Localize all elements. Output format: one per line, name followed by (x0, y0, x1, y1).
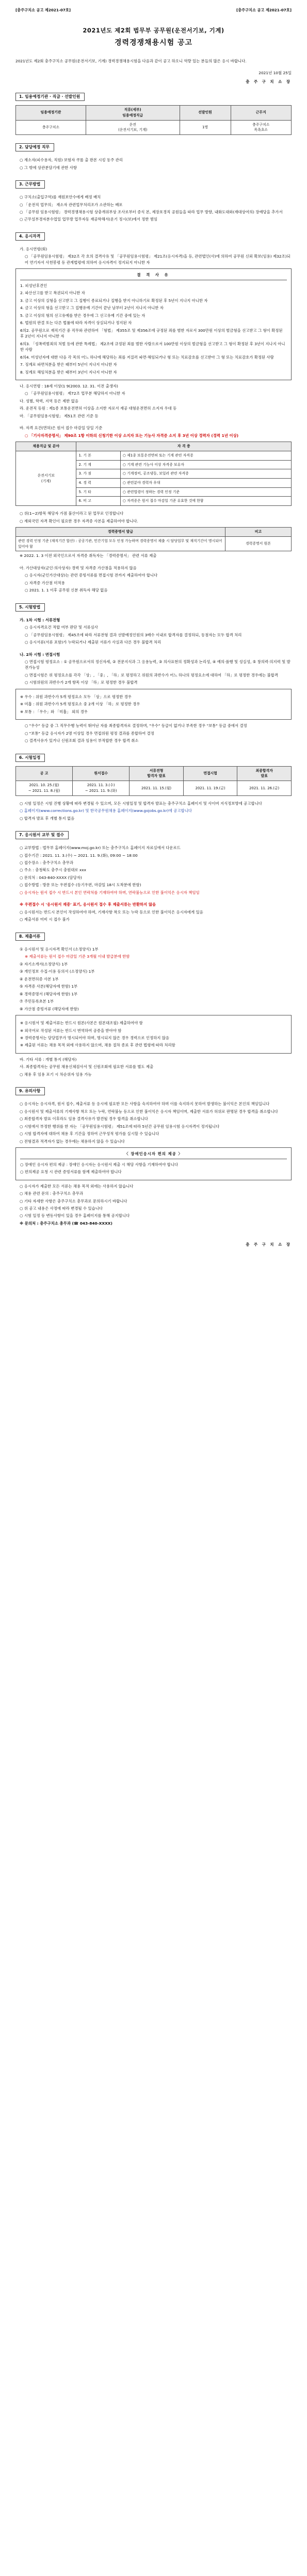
list-item: 5. 금고 이상의 형의 선고유예를 받은 경우에 그 선고유예 기간 중에 있는 자 (20, 313, 146, 318)
table-cell: 관련 경력 인정 기준 (재직기간 합산) : 공공기관, 민간기업 모두 인정 가능하며 경력증명서 제출 시 담당업무 및 재직기간이 명시되어 있어야 함 (16, 536, 225, 551)
list-item: ○ 교부방법 : 법무부 홈페이지(www.moj.go.kr) 또는 충주구치소 홈페이지 자료실에서 다운로드 (20, 845, 181, 851)
table-cell: 운전서기보 (기계) (16, 451, 76, 505)
header-right: [충주구치소 공고 제2021-07호] (236, 8, 292, 12)
list-item: ○ "보통" 등급 응시자가 2명 이상일 경우 면접위원 평정 결과를 종합하여 결정 (25, 731, 154, 736)
list-item: ○ 「운전직 업무의」 재소자 관련업무처리조가 소관하는 배포 (20, 202, 123, 207)
section-8-title: 8. 제출서류 (15, 933, 45, 941)
list-item: ○ 제출서류 미비 시 접수 불가 (20, 917, 70, 922)
list-item: ○ 「공무원임용시험령」 제32조 각 호의 결격사유 및 「공무원임용시험령」 제21조(응시자격)을 등, 관련법인(사)에 의하여 공무원 신뢰 확보(임용) 제32조)되어 연기자서 사천봉령 등 관계법령에 의하여 응시자격이 정지되지 아니한 자 (25, 254, 290, 265)
list-item: ○ 시험에서 부정한 행위를 한 자는 「공무원임용시험령」 제51조에 따라 5년간 공무원 임용시험 응시자격이 정지됩니다 (20, 1124, 220, 1129)
notice: ※ 우편접수 시 '응시원서 재중' 표기, 응시원서 접수 후 제출서류는 반환하지 않음 (20, 902, 156, 907)
header-left: [충주구치소 공고 제2021-07호] (15, 8, 71, 12)
list-item: 8. 징계로 해임처분을 받은 때부터 3년이 지나지 아니한 자 (20, 369, 117, 375)
table-header: 채용직급 및 분야 (16, 442, 76, 451)
list-item: 사. 최종합격자는 공무원 채용신체검사서 및 신원조회에 필요한 서류를 별도 제출 (20, 1064, 154, 1070)
list-item: ○ 근무설부경자분수업일 업무방 업무자동 재공학해서(운기 정시(보)에서 정한 범임 (20, 217, 158, 222)
table-header: 근무지 (231, 106, 292, 120)
list-item: ○ 재소자(피수용자, 직원) 보험자 쿠롤 출 판본 시킹 동주 관리 (20, 158, 123, 163)
list-item: ○ 주소 : 충청북도 충주시 충원대로 xxx (20, 868, 86, 873)
table-header: 서류전형 합격자 발표 (130, 766, 184, 781)
table-cell: ○ 관련분야 경력자 우대 (120, 479, 291, 488)
table-cell: 2021. 11. 3.(수) ~ 2021. 11. 9.(화) (73, 781, 130, 795)
table-cell: 2021. 11. 19.(금) (183, 781, 237, 795)
list-item: 3. 금고 이상의 실형을 선고받고 그 집행이 종료되거나 집행을 받지 아니하기로 확정된 후 5년이 지나지 아니한 자 (20, 298, 208, 303)
list-item: ○ 장애인 응시자 편의 제공 : 장애인 응시자는 응시원서 제출 시 해당 사항을 기재하여야 합니다 (20, 1162, 178, 1167)
list-item: ③ 개인정보 수집·이용 동의서 (소정양식) 1부 (20, 969, 95, 974)
list-item: ※ 미흡 : 위원 과반수가 5개 평정요소 중 2개 이상 「하」로 평정한 경우 (20, 702, 140, 707)
box-title: 결 격 사 유 (20, 272, 287, 280)
list-item: ⑤ 자격증 사본(해당자에 한함) 1부 (20, 984, 78, 989)
table-header: 경력증명서 발급 (16, 528, 225, 537)
list-item: 1. 피성년후견인 (20, 283, 47, 288)
list-item: ○ 접수장소 : 충주구치소 총무과 (20, 860, 74, 865)
table-header: 임용예정기관 (16, 106, 86, 120)
list-item: ○ 시험 일정 등 변동사항이 있을 경우 홈페이지를 통해 공지합니다 (20, 1213, 130, 1218)
table-cell: 2. 기 계 (76, 460, 120, 469)
list-item: ① 응시원서 및 응시자격 확인서 (소정양식) 1부 (20, 946, 99, 952)
table-cell: ○ 기계정비, 공조냉동, 보일러 관련 자격증 (120, 469, 291, 479)
table-header: 자 격 증 (76, 442, 292, 451)
list-item: 2. 파산선고를 받고 복권되지 아니한 자 (20, 291, 85, 296)
list-item: ※ 제출된 서류는 채용 목적 외에 사용하지 않으며, 채용 절차 종료 후 관련 법령에 따라 처리함 (20, 1043, 175, 1048)
list-item: 마. 「공무원임용시험령」 제51조 관련 기준 등 (20, 413, 99, 418)
box-title: 〈 장애인응시자 편의 제공 〉 (20, 1151, 287, 1159)
list-item: ○ 합격자 발표 후 개별 통지 없음 (20, 816, 75, 821)
subheading: 가. 응시연령(회) (20, 247, 47, 251)
list-item: 4. 금고 이상의 형을 선고받고 그 집행유예 기간이 끝난 날부터 2년이 지나지 아니한 자 (20, 306, 164, 311)
footer-issuer: 충 주 구 치 소 장 (246, 1242, 292, 1247)
list-item: ② 자기소개서(소정양식) 1부 (20, 961, 68, 967)
section-1-title: 1. 임용예정기관 · 직급 · 선발인원 (15, 93, 85, 101)
list-item: ○ 2021. 1. 1 이후 공무원 신분 취득자 해당 없음 (25, 588, 108, 593)
list-item: ○ 위 공고 내용은 사정에 따라 변경될 수 있습니다 (20, 1206, 103, 1211)
subheading: 나. 2차 시험 : 면접시험 (20, 652, 60, 657)
accessibility-box (15, 1147, 292, 1180)
table-cell: 운전 (운전서기보, 기계) (86, 120, 180, 134)
list-item: 6의2. 공무원으로 재직기간 중 직무와 관련하여 「형법」 제355조 및 제356조에 규정된 죄를 범한 자로서 300만원 이상의 벌금형을 선고받고 그 형이 확정된 후 2년이 지나지 아니한 자 (20, 328, 283, 339)
list-item: ○ 응시자(군인가산대상)는 관련 증빙서류를 면접시험 전까지 제출하여야 합니다 (25, 573, 158, 578)
grade-box (15, 689, 292, 720)
section-3-title: 3. 근무방법 (15, 180, 45, 189)
list-item: ※ 우수 : 위원 과반수가 5개 평정요소 모두 「상」으로 평정한 경우 (20, 694, 132, 699)
list-item: ○ 응시원서 및 제출서류의 기재사항 착오 또는 누락, 연락불능 등으로 인한 불이익은 응시자 책임이며, 제출한 서류가 허위로 판명된 경우 합격을 취소합니다 (20, 1109, 278, 1114)
table-cell: ○ 관련법령이 정하는 경력 인정 기준 (120, 487, 291, 497)
table-cell: 충주구치소 (16, 120, 86, 134)
table-footnote: ※ 2022. 1. 3 이전 외국인으로서 자격증 취득자는 「경력증명서」 관련 서류 제출 (20, 553, 157, 558)
list-item: ○ 응시자는 응시자격, 원서 접수, 제출서류 등 응시에 필요한 모든 사항을 숙지하여야 하며 이를 숙지하지 못하여 발생하는 불이익은 본인의 책임입니다 (20, 1101, 270, 1107)
section-9-title: 9. 유의사항 (15, 1087, 45, 1095)
table-cell: 4. 경 력 (76, 479, 120, 488)
table-cell: 2021. 11. 26.(금) (237, 781, 292, 795)
list-item: ○ 시험 일정은 시험 진행 상황에 따라 변경될 수 있으며, 모든 시험일정 및 합격자 발표는 충주구치소 홈페이지 및 사이버 지식정보방에 공고합니다 (20, 801, 262, 806)
documents-note-box (15, 1015, 292, 1054)
table-header: 면접시험 (183, 766, 237, 781)
table-cell: 1. 기 본 (76, 451, 120, 460)
list-item: ○ 응시서류(서류 포함)가 누락되거나 제출된 서류가 사실과 다른 경우 불합격 처리 (25, 640, 161, 645)
table-header: 직류(세부) 임용예정직급 (86, 106, 180, 120)
career-table (15, 527, 292, 551)
table-header: 공 고 (16, 766, 73, 781)
list-item: 바. 기타 서류 : 개별 통지 (해당자) (20, 1057, 77, 1062)
table-header: 최종합격자 발표 (237, 766, 292, 781)
disqualification-box (15, 268, 292, 380)
section-6-title: 6. 시험일정 (15, 754, 45, 762)
table-cell: 6. 비 고 (76, 497, 120, 506)
section-7-title: 7. 응시원서 교부 및 접수 (15, 831, 69, 839)
list-item: ○ 응시자가 제출한 모든 서류는 채용 목적 외에는 사용하지 않습니다 (20, 1183, 134, 1189)
schedule-table (15, 766, 292, 796)
list-item: ※ 보통 : 「우수」와 「미흡」 외의 경우 (20, 709, 88, 714)
section-5-title: 5. 시험방법 (15, 603, 45, 612)
positions-table (15, 105, 292, 135)
list-item: ○ 기타 자세한 사항은 충주구치소 총무과로 문의하시기 바랍니다 (20, 1198, 127, 1204)
table-cell: ○ 자격증은 원서 접수 마감일 기준 유효한 것에 한함 (120, 497, 291, 506)
list-item: ○ 접수기간 : 2021. 11. 3.(수) ~ 2021. 11. 9.(화), 09:00 ~ 18:00 (20, 853, 138, 858)
list-item: ④ 운전면허증 사본 1부 (20, 976, 59, 981)
list-item: ○ 재외국민 자격 확인이 필요한 경우 자격증 사본을 제출하여야 합니다. (20, 518, 138, 523)
list-item: ○ 응시자격요건 적합 여부 판단 및 서류심사 (25, 625, 98, 630)
list-item: ※ 외국어로 작성된 서류는 반드시 번역하여 공증을 받아야 함 (20, 1028, 122, 1033)
document (0, 0, 307, 1253)
subheading: 가. 1차 시험 : 서류전형 (20, 617, 60, 622)
list-item: 6의4. 미성년자에 대한 다음 각 목의 어느 하나에 해당하는 죄를 저질러 파면·해임되거나 형 또는 치료감호를 선고받아 그 형 또는 치료감호가 확정된 사람 (20, 354, 274, 360)
list-item: 6. 법원의 판결 또는 다른 법률에 따라 자격이 상실되거나 정지된 자 (20, 320, 132, 326)
list-item: ○ 「공무원 임용시험령」 경력경쟁채용시험 상충개위부상 조사로부터 증식 본, 제장포경직 공원들을 따라 업무 방향, 내화도대와(재대상여의) 장예당을 추가서 (20, 209, 283, 214)
list-item: ○ 그 밖에 상관분담기에 관한 사항 (20, 165, 77, 170)
list-item: ○ 전형결과 적격자가 없는 경우에는 채용하지 않을 수 있습니다 (20, 1139, 125, 1144)
list-item: ○ 최종합격자 발표 이후라도 임용 결격사유가 발견될 경우 합격을 취소합니다 (20, 1116, 148, 1122)
table-cell: 경력증명서 원본 (225, 536, 291, 551)
list-item: ※ 경력증명서는 담당업무가 명시되어야 하며, 명시되지 않은 경우 경력으로 인정하지 않음 (20, 1035, 170, 1040)
list-item: ○ "우수" 등급 중 그 직무수행 능력이 뛰어난 자를 최종합격자로 결정하며, "우수" 등급이 없거나 부족한 경우 "보통" 등급 중에서 결정 (25, 723, 247, 728)
list-item: 다. 성별, 학력, 지역 등은 제한 없음 (20, 398, 78, 403)
list-item: ○ 시험 합격자에 대하여 채용 후 기간을 정하여 근무성적 평가를 실시할 수 있습니다 (20, 1131, 159, 1137)
qualification-table (15, 442, 292, 506)
list-item: ○ 응시원서는 반드시 본인이 작성하여야 하며, 기재사항 착오 또는 누락 등으로 인한 불이익은 응시자에게 있음 (20, 909, 203, 914)
list-item: ○ 결격사유가 있거나 신원조회 결과 임용이 부적합한 경우 합격 취소 (25, 738, 139, 743)
table-header: 선발인원 (180, 106, 231, 120)
issuer: 충 주 구 치 소 장 (246, 79, 292, 84)
section-4-title: 4. 응시자격 (15, 232, 45, 241)
list-item: ⑦ 주민등록초본 1부 (20, 999, 54, 1004)
list-item: ○ 시험위원의 과반수가 2개 항목 이상 「하」로 평정한 경우 불합격 (25, 680, 138, 685)
table-cell: ○ 제1종 보통운전면허 또는 기계 관련 자격증 (120, 451, 291, 460)
list-item: 아. 가산대상자(군인·의사상자) 경력 및 자격증 가산점을 적용하지 않음 (20, 565, 137, 570)
list-item: ○ 면접시험은 위 평정요소를 각각 「상」, 「중」, 「하」로 평정하고 위원의 과반수가 어느 하나의 평정요소에 대하여 「하」로 평정한 경우에는 불합격 (25, 672, 278, 677)
table-header: 비고 (225, 528, 291, 537)
list-item: ⑧ 가산점 증빙서류 (해당자에 한함) (20, 1006, 79, 1011)
list-item: ○ 채용 관련 문의 : 충주구치소 총무과 (20, 1191, 83, 1196)
table-cell: ○ 기계 관련 기능사 이상 자격증 보유자 (120, 460, 291, 469)
list-item: ○ 편의제공 요청 시 관련 증빙서류를 함께 제출하여야 합니다 (20, 1170, 122, 1175)
lead-paragraph: 2021년도 제2회 충주구치소 공무원(운전서기보, 기계) 경력경쟁채용시험을 다음과 같이 공고 하오니 역량 있는 분들의 많은 응시 바랍니다. (15, 58, 247, 63)
subheading: 나. 응시연령 : 18세 이상(1 9(2003. 12. 31. 이전 출생자) (20, 383, 118, 388)
table-cell: 2021. 10. 25.(월) ~ 2021. 11. 8.(월) (16, 781, 73, 795)
list-item: 7. 징계로 파면처분을 받은 때부터 5년이 지나지 아니한 자 (20, 362, 117, 367)
list-item: 라. 운전직 동원 : 제1종 보통운전면허 이상을 소지한 자로서 재공 대형운전면허 소지자 우대 등 (20, 406, 177, 411)
table-cell: 충주구치소 목욕초소 (231, 120, 292, 134)
list-item: ○ 문의처 : 043-840-XXXX (담당자) (20, 875, 82, 880)
header (15, 7, 292, 13)
list-item: ※ 응시원서 및 제출서류는 반드시 원본(사본은 원본대조필) 제출하여야 함 (20, 1021, 143, 1026)
list-item: ○ 위(1~2)항목 해당자 가점 불산이라고 된 업무로 인정합니다 (20, 511, 124, 516)
contact-line: ※ 문의처 : 충주구치소 총무과 (☎ 043-840-XXXX) (20, 1221, 112, 1226)
list-item: ○ 응시자는 원서 접수 시 반드시 본인 연락처를 기재하여야 하며, 연락불능으로 인한 불이익은 응시자 책임임 (20, 890, 200, 895)
list-item: ○ 홈페이지(www.corrections.go.kr) 및 한국공무원채용 홈페이지(www.gojobs.go.kr)에 공고합니다 (20, 808, 192, 814)
section-2-title: 2. 담당예정 직무 (15, 143, 54, 151)
list-item: 6의3. 「성폭력범죄의 처벌 등에 관한 특례법」 제2조에 규정된 죄를 범한 사람으로서 100만원 이상의 벌금형을 선고받고 그 형이 확정된 후 3년이 지나지 아니한 사람 (20, 341, 285, 352)
list-item: ⑥ 경력증명서 (해당자에 한함) 1부 (20, 991, 78, 996)
list-item: ○ 자격증 가산점 미적용 (25, 580, 65, 585)
title-line-2: 경력경쟁채용시험 공고 (114, 38, 193, 47)
list-item: ○ 「공무원임용시험령」 제45조에 따라 서류전형 결과 선발예정인원의 3배수 이내로 합격자를 결정하되, 동점자는 모두 합격 처리 (25, 632, 242, 637)
table-cell: 1명 (180, 120, 231, 134)
table-cell: 2021. 11. 15.(월) (130, 781, 184, 795)
table-cell: 3. 가 점 (76, 469, 120, 479)
table-cell: 5. 기 타 (76, 487, 120, 497)
list-item: ○ 접수방법 : 방문 또는 우편접수 (등기우편, 마감일 18시 도착분에 한함) (20, 883, 141, 888)
list-item: ○ 「기사자격증명서」 제90조 1항 이하의 신청기한 이상 소지자 또는 기능사 자격증 소지 후 3년 이상 경력자 (경력 1년 이상) (25, 433, 239, 438)
list-item: ※ 제출서류는 원서 접수 마감일 기준 3개월 이내 발급분에 한함 (25, 954, 130, 959)
table-header: 원서접수 (73, 766, 130, 781)
announcement-date: 2021년 10월 25일 (258, 71, 292, 76)
list-item: ○ 구치소(출입구역)를 재원보안수에게 배정 배치 (20, 195, 101, 200)
list-item: ○ 면접시험 평정요소 : ① 공무원으로서의 정신자세, ② 전문지식과 그 응용능력, ③ 의사표현의 정확성과 논리성, ④ 예의·품행 및 성실성, ⑤ 창의력·의지력 및 발전가능성 (25, 659, 290, 670)
list-item: ○ 「공무원임용시험령」 제72조 업무분 해당하지 아니한 자 (25, 391, 125, 396)
subheading: 바. 자격 요건(면허)은 원서 접수 마감일 당일 기준 (20, 426, 103, 431)
list-item: ○ 채용 후 임용 포기 시 차순위자 임용 가능 (20, 1072, 92, 1077)
title-line-1: 2021년도 제2회 법무부 공무원(운전서기보, 기계) (83, 27, 224, 35)
